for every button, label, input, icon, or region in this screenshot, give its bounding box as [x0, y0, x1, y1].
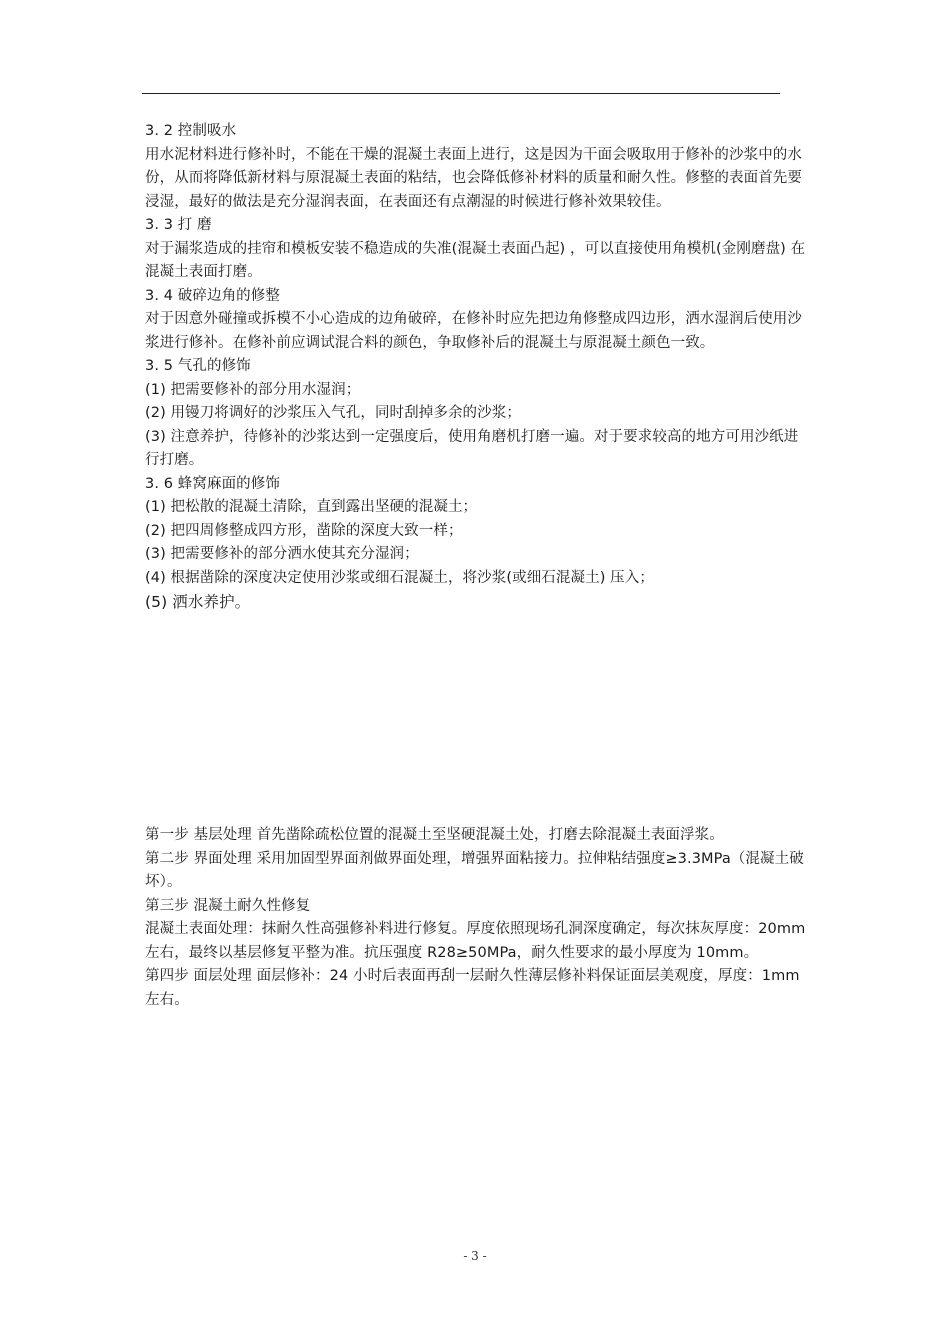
header-rule: [142, 93, 780, 94]
list-item-3-6-1: (1) 把松散的混凝土清除，直到露出坚硬的混凝土；: [145, 499, 478, 515]
list-item-3-6-2: (2) 把四周修整成四方形，凿除的深度大致一样；: [145, 522, 463, 539]
page-number: - 3 -: [463, 1249, 487, 1263]
list-item-3-5-3: (3) 注意养护，待修补的沙浆达到一定强度后，使用角磨机打磨一遍。对于要求较高的地方可用沙纸进行打磨。: [145, 428, 799, 468]
repair-steps: [145, 824, 810, 1012]
section-3-repair-methods: [145, 120, 810, 614]
paragraph-3-2: 用水泥材料进行修补时，不能在干燥的混凝土表面上进行，这是因为干面会吸取用于修补的沙浆中的水份，从而将降低新材料与原混凝土表面的粘结，也会降低修补材料的质量和耐久性。修整的表面首先要浸湿，最好的做法是充分湿润表面，在表面还有点潮湿的时候进行修补效果较佳。: [145, 146, 802, 210]
step-1: 第一步 基层处理 首先凿除疏松位置的混凝土至坚硬混凝土处，打磨去除混凝土表面浮浆。: [145, 827, 724, 843]
heading-3-6: 3. 6 蜂窝麻面的修饰: [145, 475, 280, 492]
heading-3-3: 3. 3 打 磨: [145, 217, 212, 233]
step-3-detail: 混凝土表面处理：抹耐久性高强修补料进行修复。厚度依照现场孔洞深度确定，每次抹灰厚度：20mm 左右，最终以基层修复平整为准。抗压强度 R28≥50MPa，耐久性要求的最小厚度为 10mm。: [145, 921, 806, 961]
list-item-3-6-3: (3) 把需要修补的部分洒水使其充分湿润；: [145, 546, 419, 562]
paragraph-3-3: 对于漏浆造成的挂帘和模板安装不稳造成的失准(混凝土表面凸起) ，可以直接使用角模机(金刚磨盘) 在混凝土表面打磨。: [145, 240, 806, 280]
step-4: 第四步 面层处理 面层修补：24 小时后表面再刮一层耐久性薄层修补料保证面层美观度，厚度：1mm 左右。: [145, 968, 800, 1008]
step-2: 第二步 界面处理 采用加固型界面剂做界面处理，增强界面粘接力。拉伸粘结强度≥3.3MPa（混凝土破坏）。: [145, 850, 804, 890]
list-item-3-6-5: (5) 洒水养护。: [145, 593, 251, 611]
heading-3-4: 3. 4 破碎边角的修整: [145, 287, 280, 304]
list-item-3-6-4: (4) 根据凿除的深度决定使用沙浆或细石混凝土，将沙浆(或细石混凝土) 压入；: [145, 569, 654, 586]
list-item-3-5-1: (1) 把需要修补的部分用水湿润；: [145, 381, 361, 398]
heading-3-5: 3. 5 气孔的修饰: [145, 358, 251, 374]
paragraph-3-4: 对于因意外碰撞或拆模不小心造成的边角破碎，在修补时应先把边角修整成四边形，洒水湿润后使用沙浆进行修补。在修补前应调试混合料的颜色，争取修补后的混凝土与原混凝土颜色一致。: [145, 311, 802, 351]
heading-3-2: 3. 2 控制吸水: [145, 123, 237, 139]
list-item-3-5-2: (2) 用镘刀将调好的沙浆压入气孔，同时刮掉多余的沙浆；: [145, 405, 521, 421]
step-3-heading: 第三步 混凝土耐久性修复: [145, 897, 311, 914]
